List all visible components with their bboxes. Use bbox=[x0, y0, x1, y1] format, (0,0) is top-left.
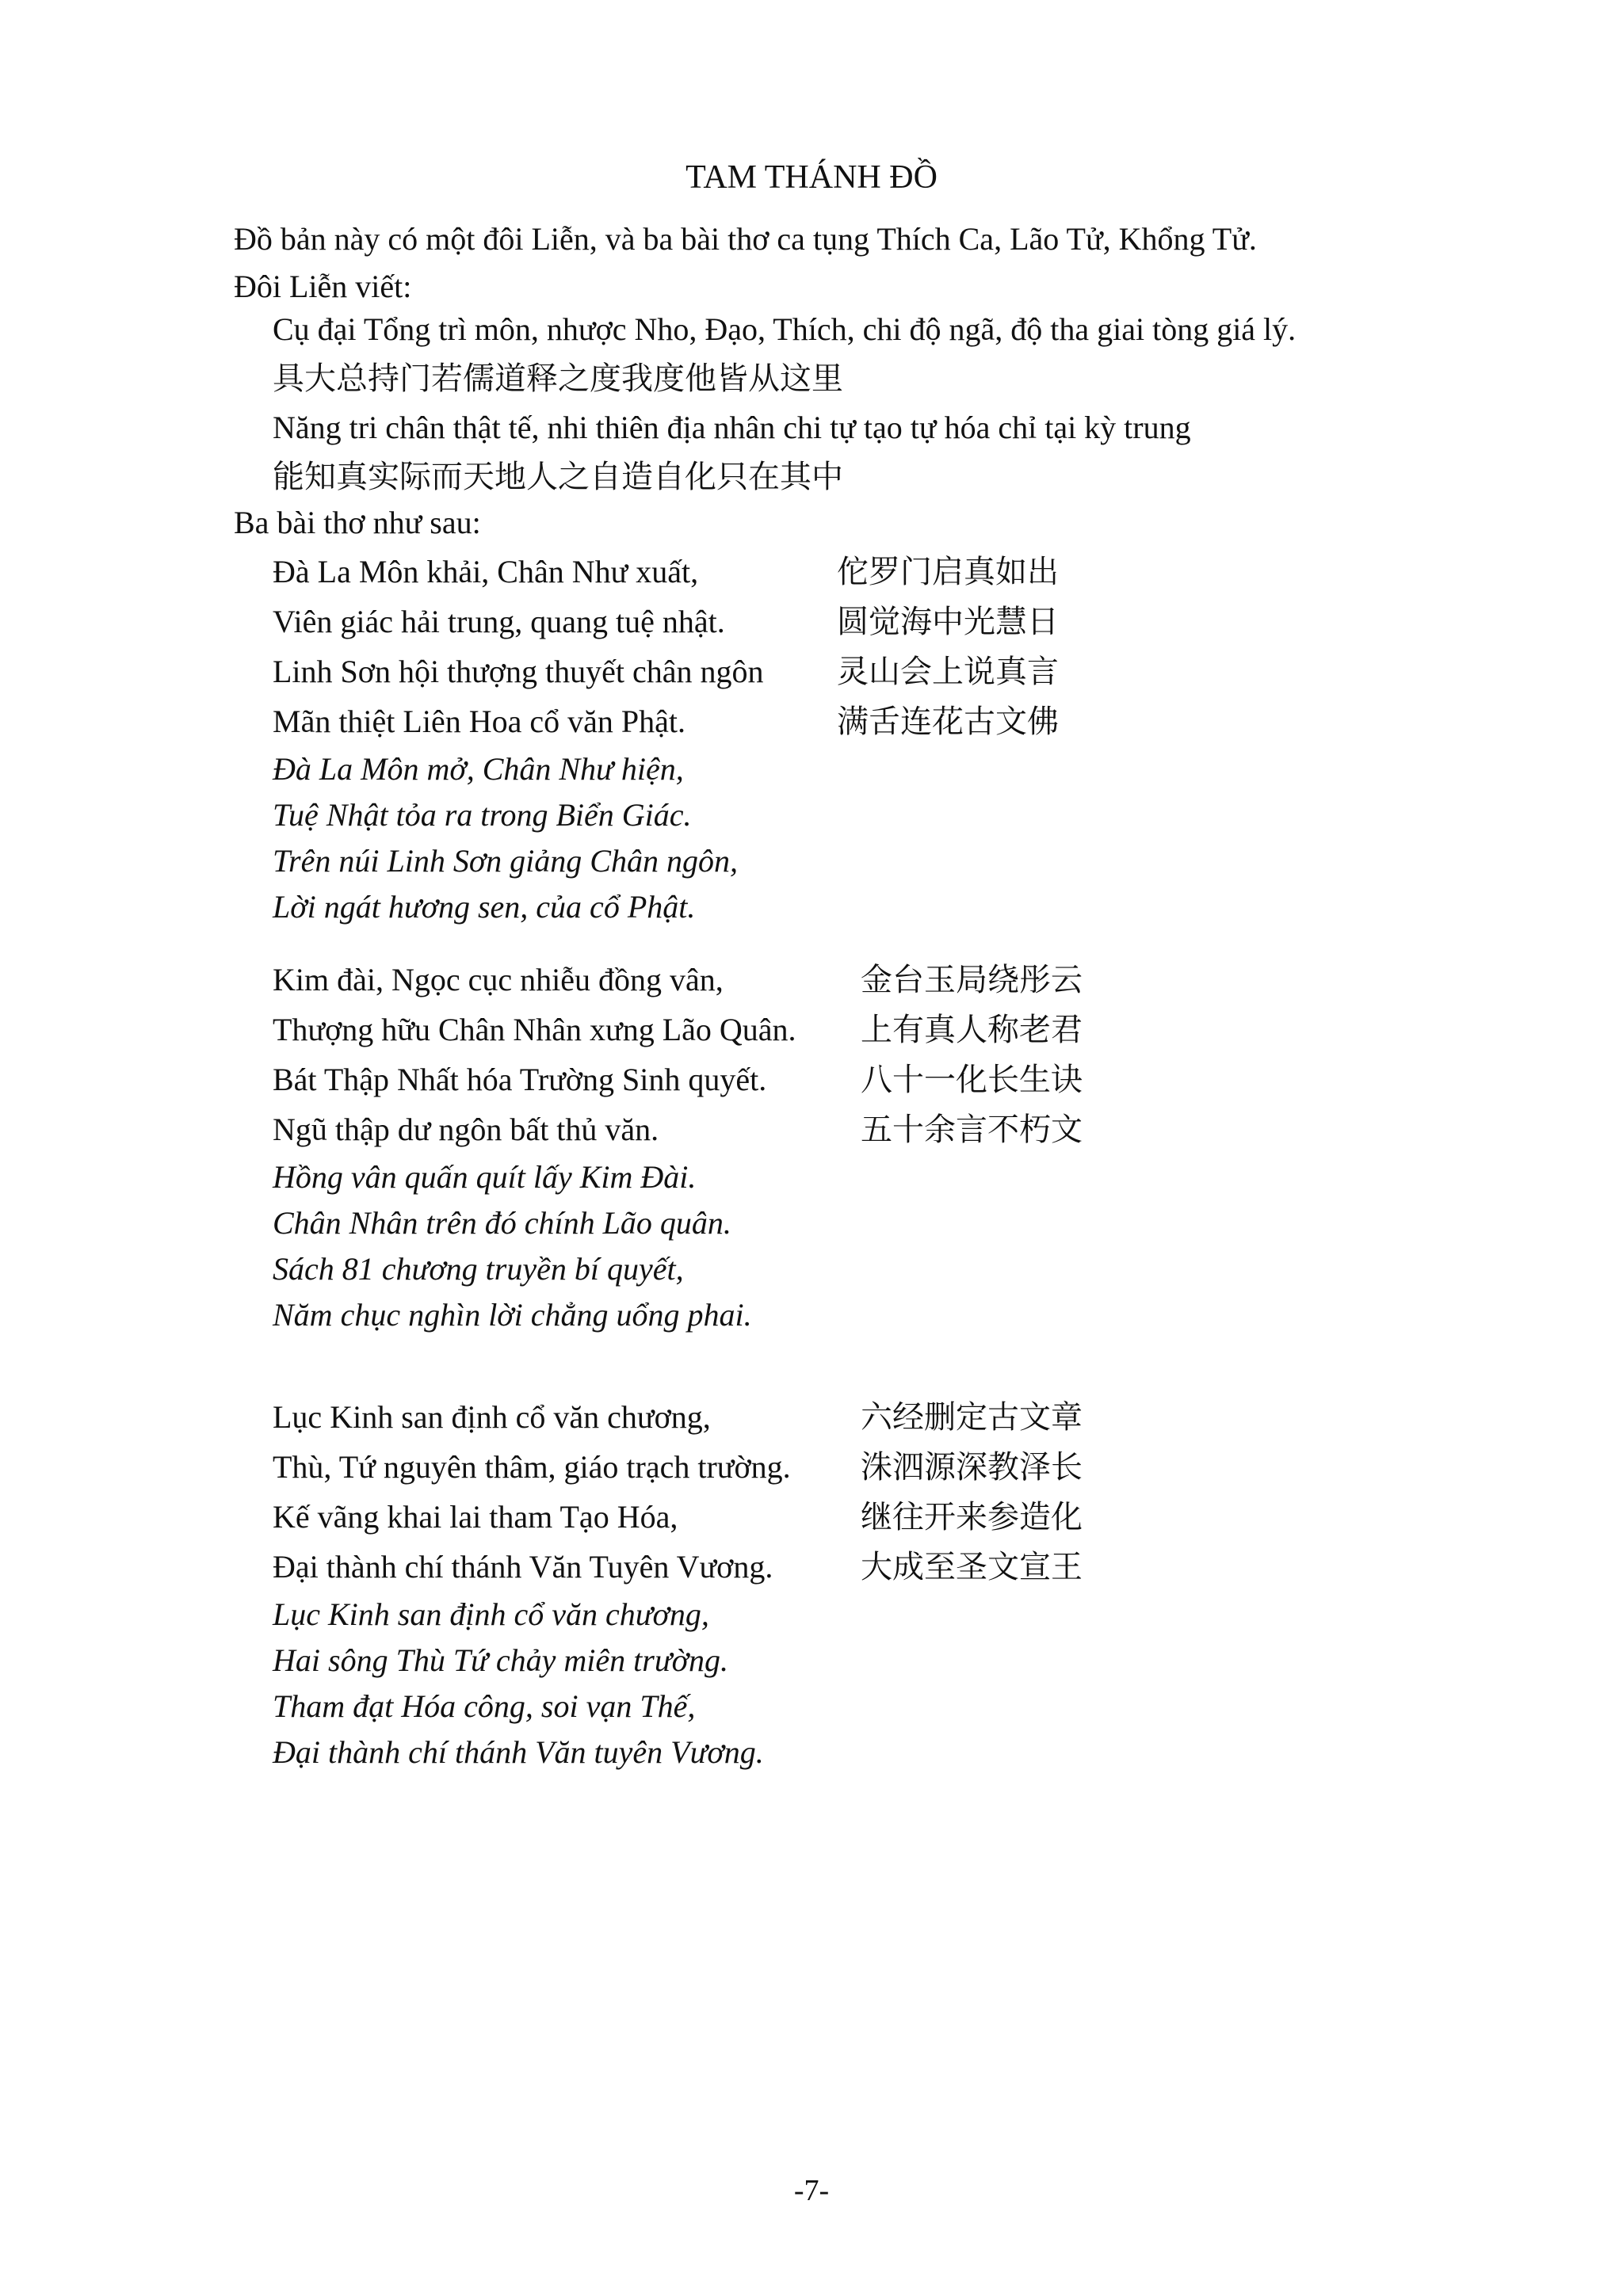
poem-line-viet: Thù, Tứ nguyên thâm, giáo trạch trường. bbox=[273, 1449, 791, 1485]
poems-heading: Ba bài thơ như sau: bbox=[234, 505, 481, 540]
poem-line bbox=[273, 955, 1083, 1005]
poem-3 bbox=[273, 1392, 1083, 1775]
poem-line-viet: Viên giác hải trung, quang tuệ nhật. bbox=[273, 604, 725, 639]
couplet-line-viet-2: Năng tri chân thật tế, nhi thiên địa nhân chi tự tạo tự hóa chỉ tại kỳ trung bbox=[273, 410, 1191, 445]
poem-line-viet: Linh Sơn hội thượng thuyết chân ngôn bbox=[273, 654, 764, 689]
poem-line bbox=[273, 1005, 1083, 1055]
intro-line: Đồ bản này có một đôi Liễn, và ba bài thơ ca tụng Thích Ca, Lão Tử, Khổng Tử. bbox=[234, 221, 1257, 257]
poem-line-viet: Kim đài, Ngọc cục nhiễu đồng vân, bbox=[273, 962, 724, 997]
translation-line: Tham đạt Hóa công, soi vạn Thế, bbox=[273, 1688, 696, 1724]
poem-line bbox=[273, 1055, 1083, 1104]
poem-line-han: 佗罗门启真如出 bbox=[837, 554, 1059, 589]
translation-line: Sách 81 chương truyền bí quyết, bbox=[273, 1251, 684, 1287]
couplet-heading: Đôi Liễn viết: bbox=[234, 269, 412, 304]
poem-line-han: 大成至圣文宣王 bbox=[861, 1549, 1083, 1585]
poem-line bbox=[273, 1104, 1083, 1154]
translation-line: Hồng vân quấn quít lấy Kim Đài. bbox=[273, 1159, 697, 1195]
translation-line: Chân Nhân trên đó chính Lão quân. bbox=[273, 1205, 731, 1241]
translation-line: Lục Kinh san định cổ văn chương, bbox=[273, 1596, 709, 1632]
poem-line bbox=[273, 1492, 1083, 1542]
poem-line-viet: Mãn thiệt Liên Hoa cổ văn Phật. bbox=[273, 704, 685, 739]
poem-line-han: 洙泗源深教泽长 bbox=[861, 1449, 1083, 1485]
translation-line: Hai sông Thù Tứ chảy miên trường. bbox=[273, 1642, 728, 1678]
poem-line-viet: Lục Kinh san định cổ văn chương, bbox=[273, 1399, 711, 1435]
couplet-line-viet-1: Cụ đại Tổng trì môn, nhược Nho, Đạo, Thích, chi độ ngã, độ tha giai tòng giá lý. bbox=[273, 311, 1296, 347]
translation-line: Tuệ Nhật tỏa ra trong Biển Giác. bbox=[273, 797, 692, 833]
poem-line bbox=[273, 1392, 1083, 1442]
poem-line-han: 八十一化长生诀 bbox=[861, 1062, 1083, 1097]
poem-line-viet: Thượng hữu Chân Nhân xưng Lão Quân. bbox=[273, 1012, 796, 1047]
couplet-block bbox=[273, 305, 1296, 502]
poem-line-han: 金台玉局绕彤云 bbox=[861, 962, 1083, 997]
poem-line-han: 上有真人称老君 bbox=[861, 1012, 1083, 1047]
poem-line bbox=[273, 646, 1059, 696]
poem-line bbox=[273, 597, 1059, 646]
couplet-line-han-1: 具大总持门若儒道释之度我度他皆从这里 bbox=[273, 360, 843, 396]
poem-line-viet: Bát Thập Nhất hóa Trường Sinh quyết. bbox=[273, 1062, 767, 1097]
translation-line: Trên núi Linh Sơn giảng Chân ngôn, bbox=[273, 843, 738, 879]
poem-1 bbox=[273, 547, 1059, 930]
poem-line bbox=[273, 696, 1059, 746]
poem-line-han: 圆觉海中光慧日 bbox=[837, 604, 1059, 639]
page-number: -7- bbox=[793, 2174, 830, 2207]
page-title: TAM THÁNH ĐỒ bbox=[685, 159, 938, 196]
intro-paragraph bbox=[234, 215, 1257, 311]
poem-line bbox=[273, 1542, 1083, 1592]
poem-line-viet: Ngũ thập dư ngôn bất thủ văn. bbox=[273, 1112, 659, 1147]
poem-2 bbox=[273, 955, 1083, 1338]
poem-line bbox=[273, 1442, 1083, 1492]
poem-line-han: 灵山会上说真言 bbox=[837, 654, 1059, 689]
translation-line: Lời ngát hương sen, của cổ Phật. bbox=[273, 889, 696, 925]
poem-line-viet: Đà La Môn khải, Chân Như xuất, bbox=[273, 554, 699, 589]
poem-line-viet: Kế vãng khai lai tham Tạo Hóa, bbox=[273, 1499, 678, 1535]
poem-line-han: 五十余言不朽文 bbox=[861, 1112, 1083, 1147]
couplet-line-han-2: 能知真实际而天地人之自造自化只在其中 bbox=[273, 459, 843, 494]
translation-line: Năm chục nghìn lời chẳng uổng phai. bbox=[273, 1297, 752, 1333]
poem-line bbox=[273, 547, 1059, 597]
poem-line-viet: Đại thành chí thánh Văn Tuyên Vương. bbox=[273, 1549, 773, 1585]
poem-line-han: 继往开来参造化 bbox=[861, 1499, 1083, 1535]
poem-line-han: 六经删定古文章 bbox=[861, 1399, 1083, 1435]
poem-line-han: 满舌连花古文佛 bbox=[837, 704, 1059, 739]
translation-line: Đà La Môn mở, Chân Như hiện, bbox=[273, 751, 684, 787]
translation-line: Đại thành chí thánh Văn tuyên Vương. bbox=[273, 1734, 764, 1770]
